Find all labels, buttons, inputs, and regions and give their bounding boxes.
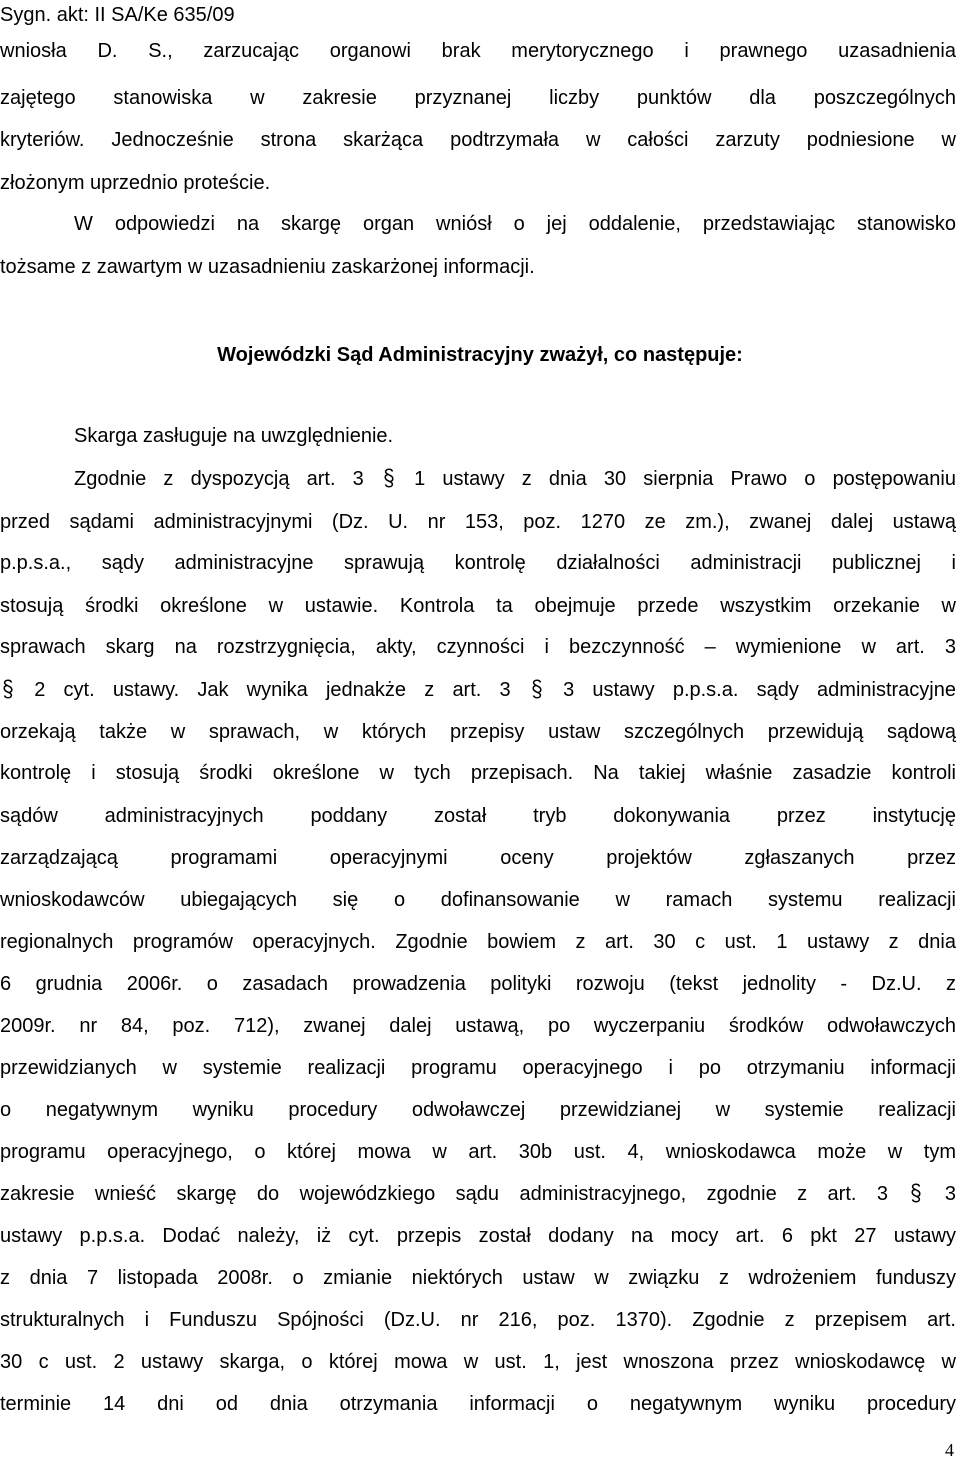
- text-line: 6 grudnia 2006r. o zasadach prowadzenia polityki rozwoju (tekst jednolity - Dz.U. z: [0, 973, 956, 995]
- text-segment: 3: [944, 1183, 957, 1205]
- text-line: 2009r. nr 84, poz. 712), zwanej dalej ustawą, po wyczerpaniu środków odwoławczych: [0, 1015, 956, 1037]
- text-line: [74, 466, 956, 492]
- text-line: przewidzianych w systemie realizacji programu operacyjnego i po otrzymaniu informacji: [0, 1057, 956, 1079]
- text-line: kontrolę i stosują środki określone w tych przepisach. Na takiej właśnie zasadzie kontroli: [0, 762, 956, 784]
- text-line: wnioskodawców ubiegających się o dofinansowanie w ramach systemu realizacji: [0, 889, 956, 911]
- section-sign-icon: [1, 679, 15, 699]
- text-line: stosują środki określone w ustawie. Kontrola ta obejmuje przede wszystkim orzekanie w: [0, 595, 956, 617]
- text-segment: Zgodnie z dyspozycją art. 3: [74, 468, 364, 490]
- text-line: sprawach skarg na rozstrzygnięcia, akty, czynności i bezczynność – wymienione w art. 3: [0, 636, 956, 658]
- text-line: terminie 14 dni od dnia otrzymania informacji o negatywnym wyniku procedury: [0, 1393, 956, 1415]
- text-line: [0, 677, 956, 703]
- text-line: p.p.s.a., sądy administracyjne sprawują kontrolę działalności administracji publicznej i: [0, 552, 956, 574]
- text-line: kryteriów. Jednocześnie strona skarżąca podtrzymała w całości zarzuty podniesione w: [0, 129, 956, 151]
- text-line: Skarga zasługuje na uwzględnienie.: [74, 425, 394, 447]
- text-line: [0, 1181, 956, 1207]
- page-number: 4: [945, 1440, 954, 1460]
- text-line: sądów administracyjnych poddany został tryb dokonywania przez instytucję: [0, 805, 956, 827]
- case-reference: Sygn. akt: II SA/Ke 635/09: [0, 4, 235, 26]
- text-line: o negatywnym wyniku procedury odwoławczej przewidzianej w systemie realizacji: [0, 1099, 956, 1121]
- text-line: orzekają także w sprawach, w których przepisy ustaw szczególnych przewidują sądową: [0, 721, 956, 743]
- text-line: ustawy p.p.s.a. Dodać należy, iż cyt. przepis został dodany na mocy art. 6 pkt 27 ustawy: [0, 1225, 956, 1247]
- text-line: 30 c ust. 2 ustawy skarga, o której mowa w ust. 1, jest wnoszona przez wnioskodawcę w: [0, 1351, 956, 1373]
- text-line: przed sądami administracyjnymi (Dz. U. nr 153, poz. 1270 ze zm.), zwanej dalej ustawą: [0, 511, 956, 533]
- text-segment: 1 ustawy z dnia 30 sierpnia Prawo o postępowaniu: [414, 468, 956, 490]
- text-line: strukturalnych i Funduszu Spójności (Dz.U. nr 216, poz. 1370). Zgodnie z przepisem art.: [0, 1309, 956, 1331]
- text-segment: 3 ustawy p.p.s.a. sądy administracyjne: [563, 679, 956, 701]
- text-line: z dnia 7 listopada 2008r. o zmianie niektórych ustaw w związku z wdrożeniem funduszy: [0, 1267, 956, 1289]
- text-line: zarządzającą programami operacyjnymi oceny projektów zgłaszanych przez: [0, 847, 956, 869]
- text-line: programu operacyjnego, o której mowa w art. 30b ust. 4, wnioskodawca może w tym: [0, 1141, 956, 1163]
- text-line: regionalnych programów operacyjnych. Zgodnie bowiem z art. 30 c ust. 1 ustawy z dnia: [0, 931, 956, 953]
- text-line: wniosła D. S., zarzucając organowi brak merytorycznego i prawnego uzasadnienia: [0, 40, 956, 62]
- text-line: zajętego stanowiska w zakresie przyznanej liczby punktów dla poszczególnych: [0, 87, 956, 109]
- text-segment: zakresie wnieść skargę do wojewódzkiego sądu administracyjnego, zgodnie z art. 3: [0, 1183, 889, 1205]
- section-sign-icon: [382, 468, 396, 488]
- section-sign-icon: [909, 1183, 923, 1203]
- text-line: W odpowiedzi na skargę organ wniósł o jej oddalenie, przedstawiając stanowisko: [74, 213, 956, 235]
- section-heading: Wojewódzki Sąd Administracyjny zważył, co następuje:: [217, 344, 743, 366]
- text-line: tożsame z zawartym w uzasadnieniu zaskarżonej informacji.: [0, 256, 535, 278]
- text-line: złożonym uprzednio proteście.: [0, 172, 271, 194]
- text-segment: 2 cyt. ustawy. Jak wynika jednakże z art. 3: [34, 679, 511, 701]
- section-sign-icon: [530, 679, 544, 699]
